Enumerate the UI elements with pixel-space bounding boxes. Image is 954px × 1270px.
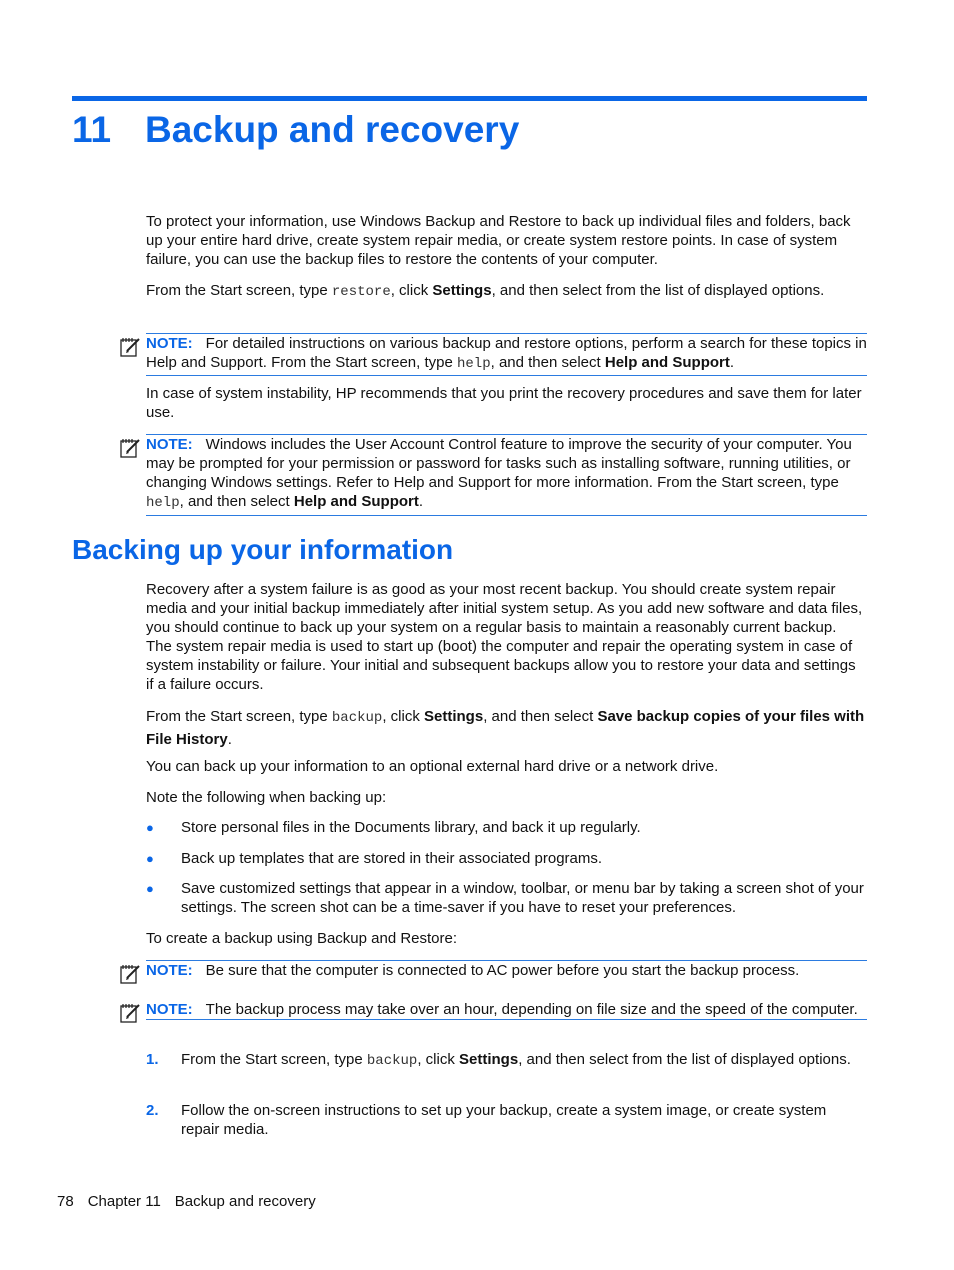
section-title: Backing up your information <box>72 534 454 565</box>
step-item: 1. From the Start screen, type backup, click Settings, and then select from the list of displayed options. <box>146 1051 851 1069</box>
note-body: NOTE: Windows includes the User Account Control feature to improve the security of your computer. You may be prompted for your permission or password for tasks such as installing software, running utilities, or changing Windows settings. Refer to Help and Support for more information. From the Start screen, type help, and then select Help and Support. <box>146 436 852 511</box>
footer-chapter: Chapter 11 <box>87 1193 161 1210</box>
page-number: 78 <box>57 1193 74 1210</box>
create-backup-paragraph: To create a backup using Backup and Restore: <box>146 930 458 947</box>
intro-paragraph: To protect your information, use Windows Backup and Restore to back up individual files and folders, back up your entire hard drive, create system repair media, or create system restore points. In case of system failure, you can use the backup files to restore the contents of your computer. <box>146 213 851 268</box>
code-backup: backup <box>331 710 383 726</box>
section-paragraph: Recovery after a system failure is as good as your most recent backup. You should create system repair media and your initial backup immediately after initial system setup. As you add new software and data files, you should continue to back up your system on a regular basis to maintain a reasonably current backup. The system repair media is used to start up (boot) the computer and repair the operating system in case of system instability or failure. Your initial and subsequent backups allow you to restore your data and settings if a failure occurs. <box>146 581 863 693</box>
note-following-paragraph: Note the following when backing up: <box>146 789 387 806</box>
chapter-title <box>72 106 519 154</box>
note-pad-icon <box>119 437 141 459</box>
code-help: help <box>146 495 180 511</box>
list-item: ● Back up templates that are stored in their associated programs. <box>146 850 603 867</box>
note-body: NOTE: The backup process may take over an hour, depending on file size and the speed of the computer. <box>146 1001 858 1018</box>
step-number: 1. <box>146 1051 159 1068</box>
page-footer <box>57 1192 330 1211</box>
note-backup-duration <box>146 1000 867 1020</box>
chapter-number: 11 <box>72 109 112 150</box>
step-item: 2. Follow the on-screen instructions to set up your backup, create a system image, or create system repair media. <box>146 1102 827 1138</box>
bullet-icon: ● <box>146 881 154 896</box>
section-instruction: From the Start screen, type backup, click Settings, and then select Save backup copies of your files with File History. <box>146 708 865 748</box>
note-ac-power <box>146 960 867 979</box>
note-body: NOTE: Be sure that the computer is connected to AC power before you start the backup process. <box>146 962 800 979</box>
instability-paragraph: In case of system instability, HP recommends that you print the recovery procedures and save them for later use. <box>146 385 862 421</box>
note-label: NOTE: <box>146 1001 193 1018</box>
settings-term: Settings <box>432 282 492 299</box>
note-pad-icon <box>119 336 141 358</box>
intro-instruction: From the Start screen, type restore, click Settings, and then select from the list of displayed options. <box>146 282 825 300</box>
chapter-rule <box>72 96 867 101</box>
code-restore: restore <box>331 284 391 300</box>
note-label: NOTE: <box>146 335 193 352</box>
footer-title: Backup and recovery <box>174 1193 316 1210</box>
bullet-icon: ● <box>146 851 154 866</box>
code-backup: backup <box>366 1053 418 1069</box>
note-body: NOTE: For detailed instructions on various backup and restore options, perform a search for these topics in Help and Support. From the Start screen, type help, and then select Help and Support. <box>146 335 867 372</box>
note-pad-icon <box>119 1002 141 1024</box>
bullet-icon: ● <box>146 820 154 835</box>
external-drive-paragraph: You can back up your information to an optional external hard drive or a network drive. <box>146 758 719 775</box>
code-help: help <box>457 356 491 372</box>
note-user-account-control <box>146 434 867 516</box>
note-label: NOTE: <box>146 436 193 453</box>
list-item: ● Store personal files in the Documents library, and back it up regularly. <box>146 819 641 836</box>
note-pad-icon <box>119 963 141 985</box>
list-item: ● Save customized settings that appear in a window, toolbar, or menu bar by taking a screen shot of your settings. The screen shot can be a time-saver if you have to reset your preferences. <box>146 880 864 916</box>
chapter-title-text: Backup and recovery <box>145 109 520 150</box>
note-label: NOTE: <box>146 962 193 979</box>
note-help-support <box>146 333 867 376</box>
step-number: 2. <box>146 1102 159 1119</box>
